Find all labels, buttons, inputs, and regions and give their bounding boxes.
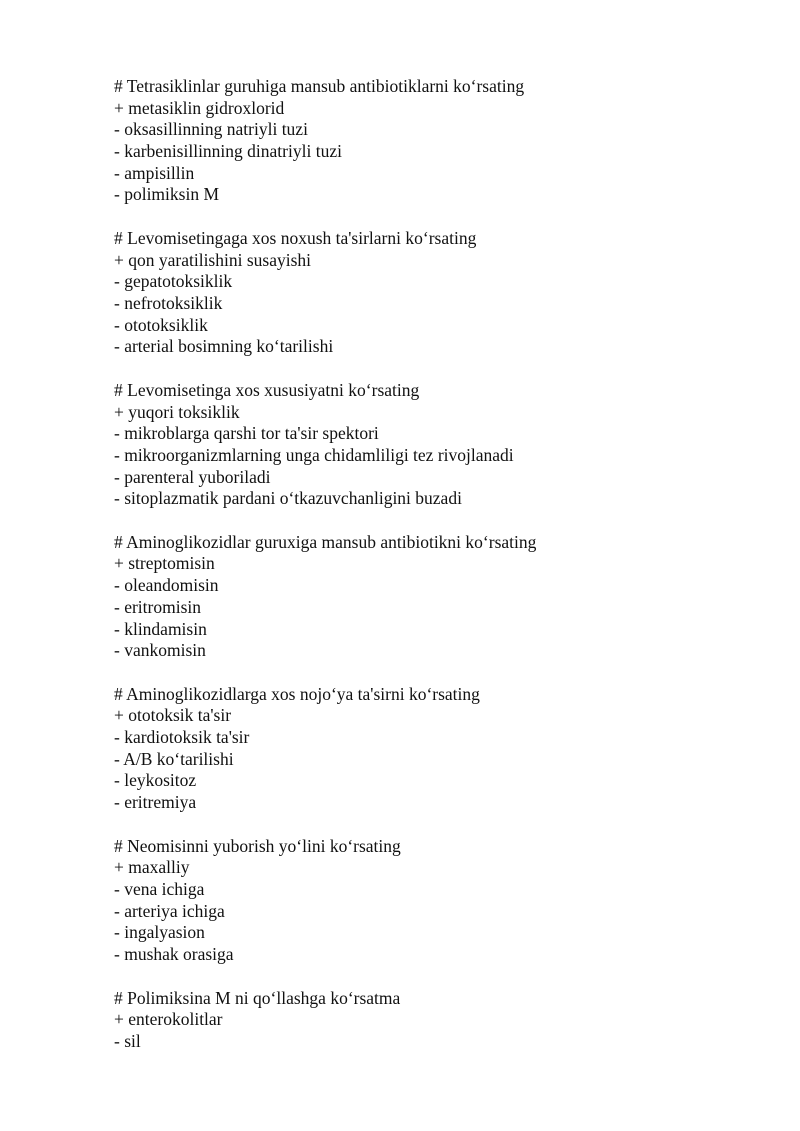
answer-option: - ingalyasion bbox=[114, 922, 205, 943]
answer-option: - mushak orasiga bbox=[114, 944, 234, 965]
answer-option: - ampisillin bbox=[114, 162, 195, 183]
question-block bbox=[114, 76, 774, 206]
question-block bbox=[114, 988, 774, 1053]
answer-option: - oleandomisin bbox=[114, 575, 219, 596]
answer-option: - polimiksin M bbox=[114, 184, 220, 205]
answer-option: - leykositoz bbox=[114, 770, 197, 791]
question-block bbox=[114, 228, 774, 358]
answer-option: - klindamisin bbox=[114, 618, 207, 639]
answer-correct: + yuqori toksiklik bbox=[114, 401, 240, 422]
question-text: # Aminoglikozidlar guruxiga mansub antibiotikni ko‘rsating bbox=[114, 531, 537, 552]
answer-option: - eritremiya bbox=[114, 792, 197, 813]
question-text: # Tetrasiklinlar guruhiga mansub antibiotiklarni ko‘rsating bbox=[114, 76, 525, 96]
answer-option: - arterial bosimning ko‘tarilishi bbox=[114, 336, 334, 357]
answer-correct: + ototoksik ta'sir bbox=[114, 705, 232, 726]
question-text: # Neomisinni yuborish yo‘lini ko‘rsating bbox=[114, 835, 401, 856]
answer-correct: + maxalliy bbox=[114, 857, 190, 878]
answer-option: - A/B ko‘tarilishi bbox=[114, 748, 234, 769]
answer-correct: + enterokolitlar bbox=[114, 1009, 223, 1030]
answer-option: - karbenisillinning dinatriyli tuzi bbox=[114, 141, 342, 162]
question-text: # Levomisetingaga xos noxush ta'sirlarni ko‘rsating bbox=[114, 227, 477, 248]
answer-option: - nefrotoksiklik bbox=[114, 292, 223, 313]
question-text: # Levomisetinga xos xususiyatni ko‘rsating bbox=[114, 379, 420, 400]
answer-option: - sil bbox=[114, 1030, 141, 1051]
answer-correct: + qon yaratilishini susayishi bbox=[114, 249, 312, 270]
answer-correct: + streptomisin bbox=[114, 553, 215, 574]
answer-option: - gepatotoksiklik bbox=[114, 271, 233, 292]
answer-option: - mikroorganizmlarning unga chidamliligi tez rivojlanadi bbox=[114, 444, 514, 465]
answer-option: - kardiotoksik ta'sir bbox=[114, 727, 250, 748]
answer-option: - sitoplazmatik pardani o‘tkazuvchanligini buzadi bbox=[114, 488, 462, 509]
document-page bbox=[114, 76, 774, 1074]
answer-option: - eritromisin bbox=[114, 596, 201, 617]
answer-correct: + metasiklin gidroxlorid bbox=[114, 97, 285, 118]
answer-option: - oksasillinning natriyli tuzi bbox=[114, 119, 308, 140]
question-block bbox=[114, 836, 774, 966]
answer-option: - mikroblarga qarshi tor ta'sir spektori bbox=[114, 423, 379, 444]
answer-option: - vankomisin bbox=[114, 640, 206, 661]
answer-option: - ototoksiklik bbox=[114, 314, 208, 335]
question-block bbox=[114, 532, 774, 662]
question-text: # Aminoglikozidlarga xos nojo‘ya ta'sirni ko‘rsating bbox=[114, 683, 480, 704]
answer-option: - vena ichiga bbox=[114, 878, 205, 899]
answer-option: - arteriya ichiga bbox=[114, 900, 225, 921]
question-text: # Polimiksina M ni qo‘llashga ko‘rsatma bbox=[114, 987, 401, 1008]
question-block bbox=[114, 684, 774, 814]
question-block bbox=[114, 380, 774, 510]
answer-option: - parenteral yuboriladi bbox=[114, 466, 271, 487]
